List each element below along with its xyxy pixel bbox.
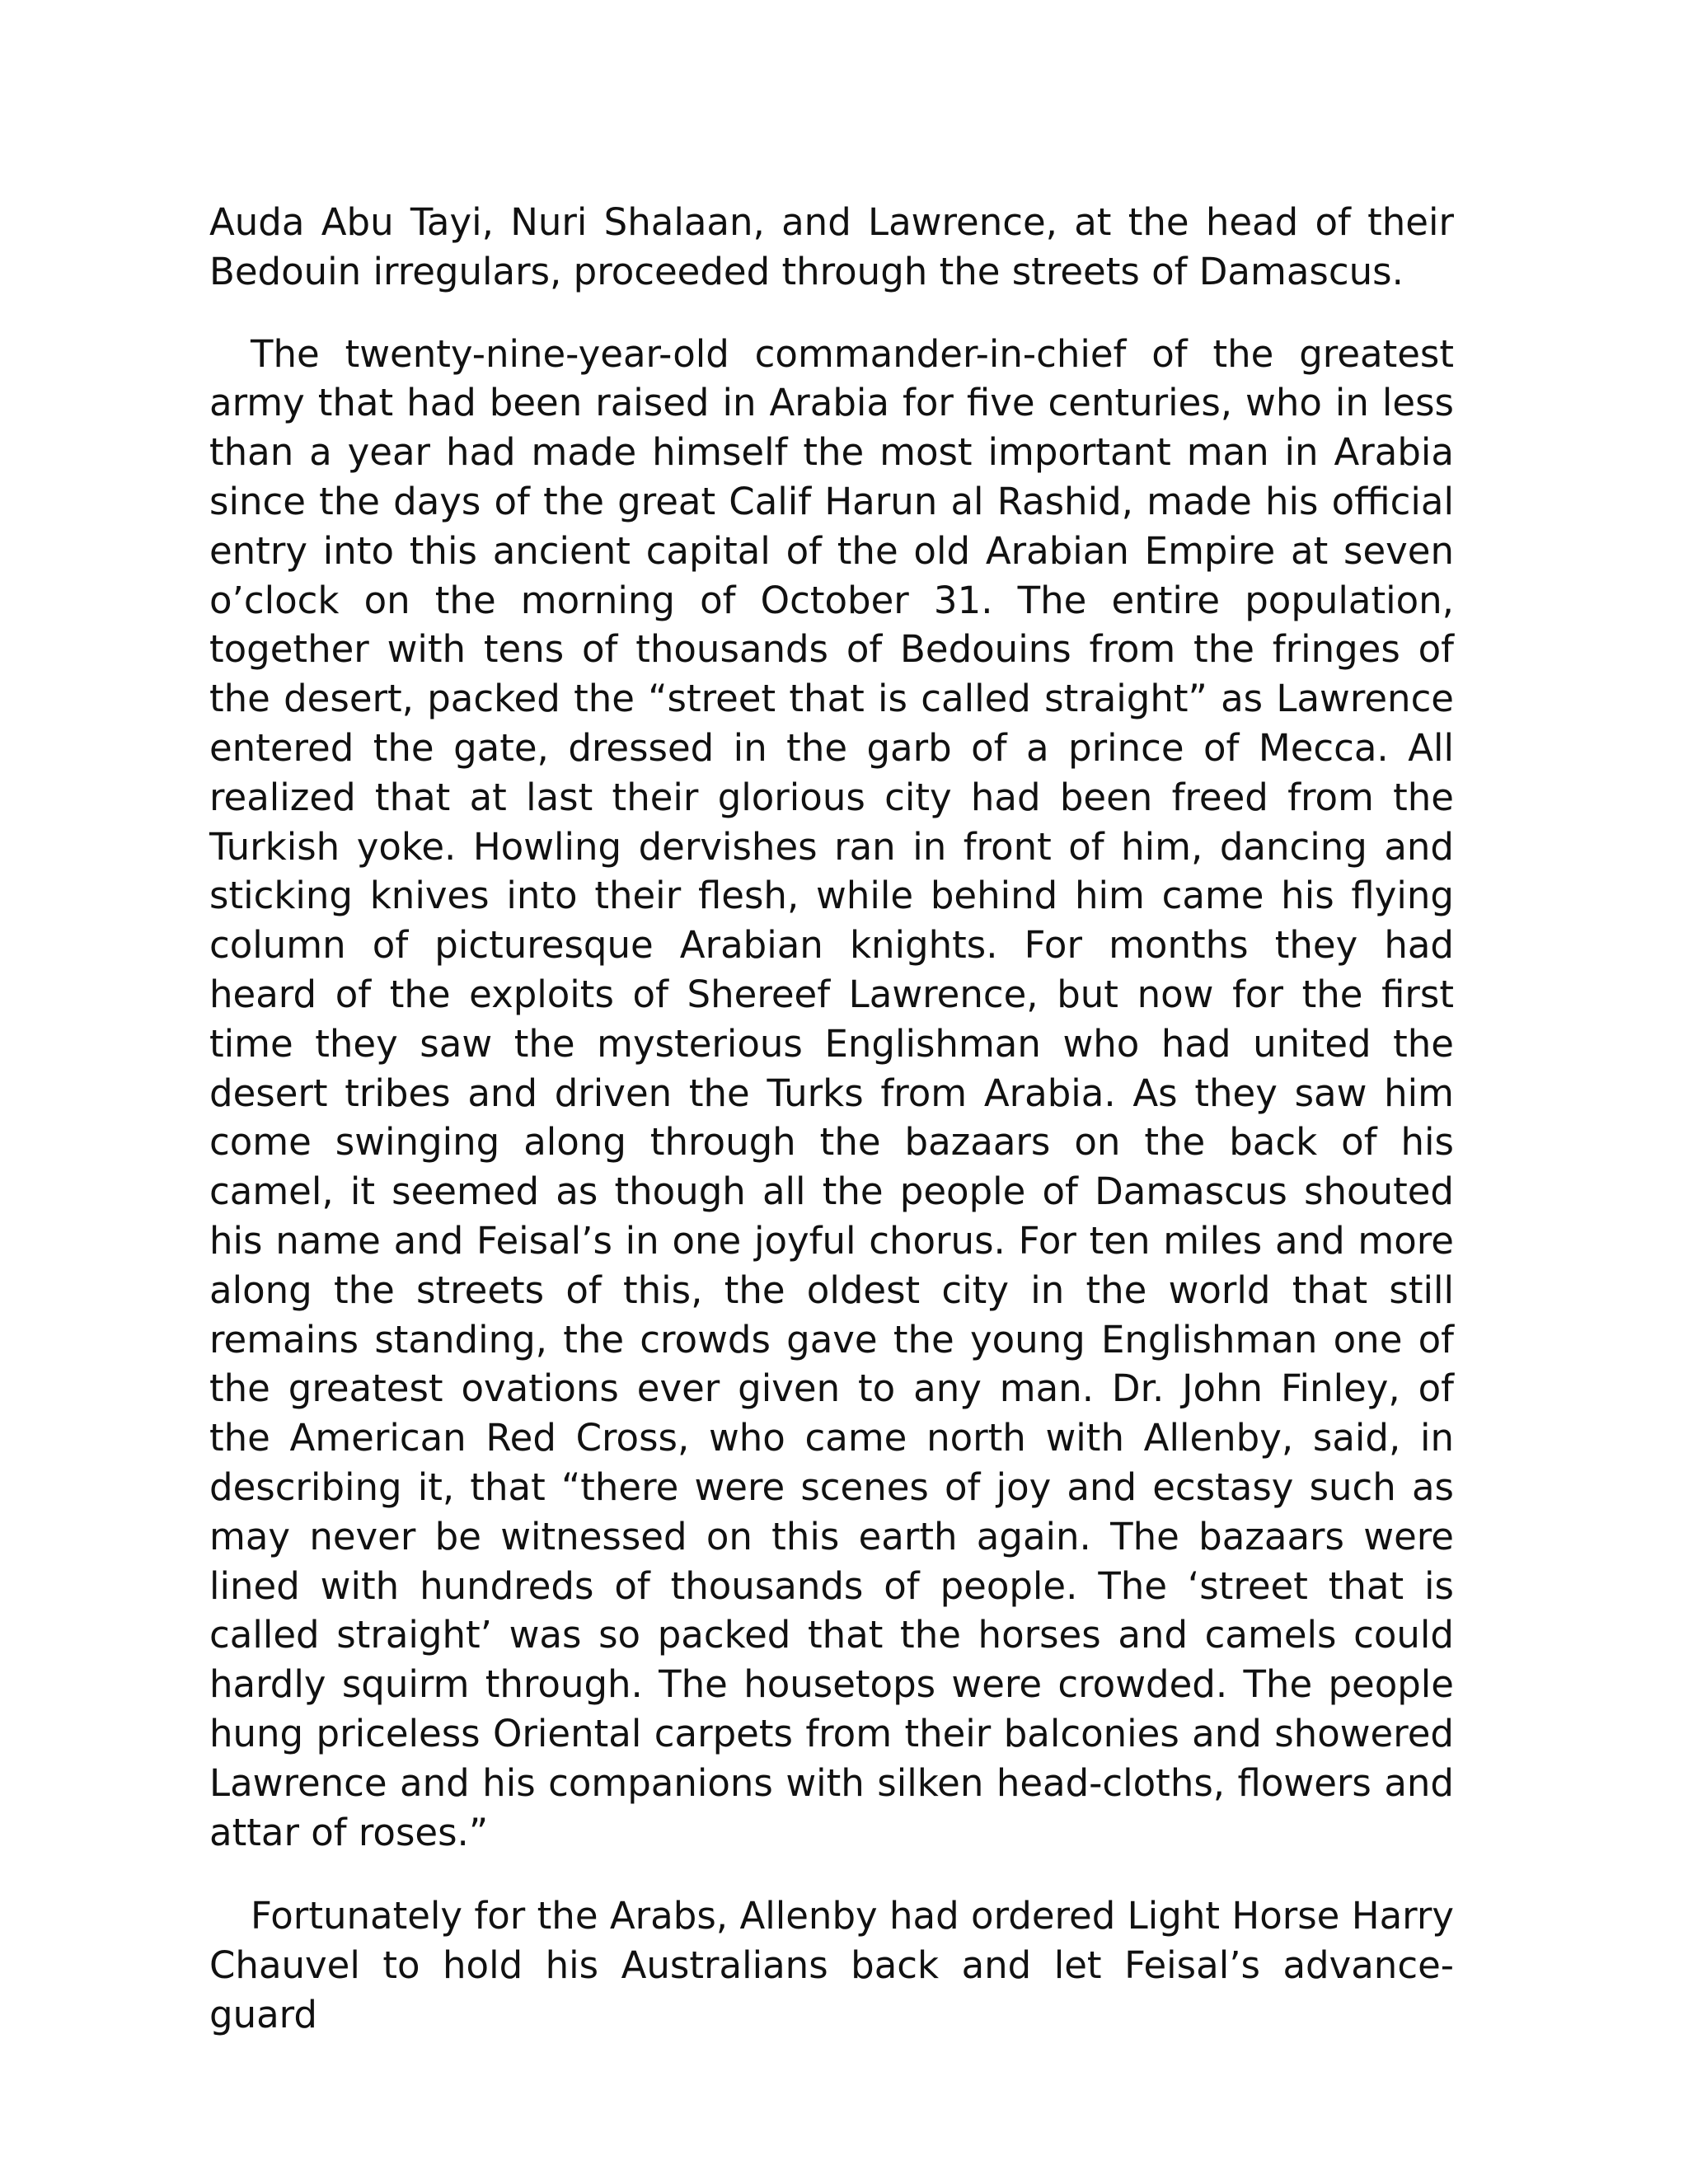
body-text — [209, 198, 1454, 2040]
paragraph-3: Fortunately for the Arabs, Allenby had ordered Light Horse Harry Chauvel to hold his Australians back and let Feisal’s advance-guard — [209, 1894, 1454, 2036]
paragraph-2: The twenty-nine-year-old commander-in-chief of the greatest army that had been raised in Arabia for five centuries, who in less than a year had made himself the most important man in Arabia since the days of the great Calif Harun al Rashid, made his official entry into this ancient capital of the old Arabian Empire at seven o’clock on the morning of October 31. The entire population, together with tens of thousands of Bedouins from the fringes of the desert, packed the “street that is called straight” as Lawrence entered the gate, dressed in the garb of a prince of Mecca. All realized that at last their glorious city had been freed from the Turkish yoke. Howling dervishes ran in front of him, dancing and sticking knives into their flesh, while behind him came his flying column of picturesque Arabian knights. For months they had heard of the exploits of Shereef Lawrence, but now for the first time they saw the mysterious Englishman who had united the desert tribes and driven the Turks from Arabia. As they saw him come swinging along through the bazaars on the back of his camel, it seemed as though all the people of Damascus shouted his name and Feisal’s in one joyful chorus. For ten miles and more along the streets of this, the oldest city in the world that still remains standing, the crowds gave the young Englishman one of the greatest ovations ever given to any man. Dr. John Finley, of the American Red Cross, who came north with Allenby, said, in describing it, that “there were scenes of joy and ecstasy such as may never be witnessed on this earth again. The bazaars were lined with hundreds of thousands of people. The ‘street that is called straight’ was so packed that the horses and camels could hardly squirm through. The housetops were crowded. The people hung priceless Oriental carpets from their balconies and showered Lawrence and his companions with silken head-cloths, flowers and attar of roses.” — [209, 331, 1454, 1854]
paragraph-1: Auda Abu Tayi, Nuri Shalaan, and Lawrence, at the head of their Bedouin irregulars, proceeded through the streets of Damascus. — [209, 200, 1454, 293]
